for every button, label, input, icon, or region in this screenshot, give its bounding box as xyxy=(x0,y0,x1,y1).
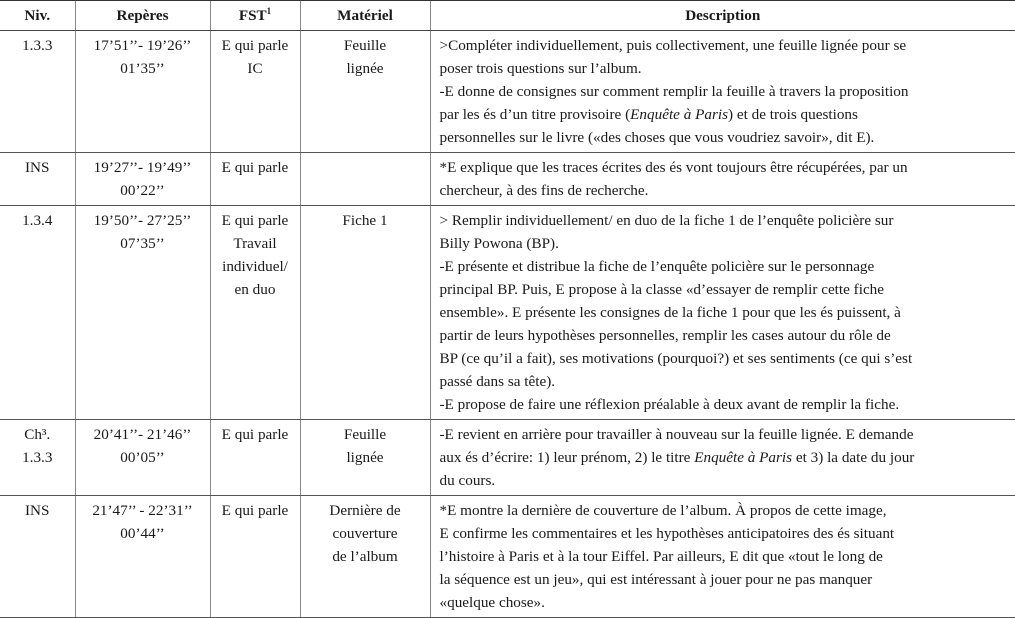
cell-description xyxy=(430,31,1015,153)
cell-reperes-line: 07’35’’ xyxy=(120,235,165,252)
cell-materiel xyxy=(300,420,430,496)
cell-materiel-line: de l’album xyxy=(332,548,398,565)
cell-description-line: *E montre la dernière de couverture de l’album. À propos de cette image, xyxy=(439,502,887,519)
cell-reperes-line: 01’35’’ xyxy=(120,60,165,77)
cell-description-line: Billy Powona (BP). xyxy=(439,235,559,252)
cell-description-line: E confirme les commentaires et les hypothèses anticipatoires des és situant xyxy=(439,525,895,542)
cell-description-line: chercheur, à des fins de recherche. xyxy=(439,182,649,199)
cell-niv-line: INS xyxy=(25,502,50,519)
table-row xyxy=(0,31,1015,153)
cell-description xyxy=(430,420,1015,496)
cell-niv xyxy=(0,31,75,153)
header-materiel: Matériel xyxy=(300,1,430,31)
cell-fst-line: Travail xyxy=(233,235,277,252)
cell-materiel-line: lignée xyxy=(346,449,384,466)
italic-title: Enquête à Paris xyxy=(694,449,793,466)
cell-description xyxy=(430,153,1015,206)
cell-description-line xyxy=(440,446,1008,469)
cell-fst xyxy=(210,496,300,618)
header-row xyxy=(0,1,1015,31)
cell-description-line: -E présente et distribue la fiche de l’enquête policière sur le personnage xyxy=(439,258,875,275)
text-part: et 3) la date du jour xyxy=(792,449,915,466)
cell-reperes-line: 17’51’’- 19’26’’ xyxy=(93,37,192,54)
header-description: Description xyxy=(430,1,1015,31)
cell-niv xyxy=(0,153,75,206)
cell-description-line: -E propose de faire une réflexion préalable à deux avant de remplir la fiche. xyxy=(439,396,900,413)
text-part: ) et de trois questions xyxy=(728,106,858,123)
header-fst-label: FST xyxy=(238,7,267,24)
cell-description-line: -E revient en arrière pour travailler à nouveau sur la feuille lignée. E demande xyxy=(439,426,914,443)
cell-description xyxy=(430,206,1015,420)
cell-materiel-line: Feuille xyxy=(343,426,387,443)
cell-reperes xyxy=(75,496,210,618)
cell-description-line: >Compléter individuellement, puis collectivement, une feuille lignée pour se xyxy=(439,37,907,54)
cell-fst xyxy=(210,153,300,206)
cell-niv-line: 1.3.3 xyxy=(22,37,53,54)
cell-materiel-line: Fiche 1 xyxy=(342,212,388,229)
cell-description-line: BP (ce qu’il a fait), ses motivations (pourquoi?) et ses sentiments (ce qui s’est xyxy=(439,350,913,367)
text-part: aux és d’écrire: 1) leur prénom, 2) le titre xyxy=(439,449,695,466)
cell-reperes xyxy=(75,153,210,206)
italic-title: Enquête à Paris xyxy=(630,106,728,123)
cell-reperes-line: 00’05’’ xyxy=(120,449,165,466)
cell-fst-line: E qui parle xyxy=(221,502,289,519)
cell-materiel-line: lignée xyxy=(346,60,384,77)
cell-description-line: du cours. xyxy=(439,472,496,489)
cell-description-line: poser trois questions sur l’album. xyxy=(439,60,642,77)
cell-reperes-line: 21’47’’ - 22’31’’ xyxy=(92,502,193,519)
cell-reperes xyxy=(75,206,210,420)
table-row xyxy=(0,496,1015,618)
header-niv: Niv. xyxy=(0,1,75,31)
cell-description-line: «quelque chose». xyxy=(439,594,545,611)
cell-fst-line: IC xyxy=(247,60,263,77)
cell-fst-line: E qui parle xyxy=(221,426,289,443)
cell-fst xyxy=(210,420,300,496)
cell-materiel xyxy=(300,31,430,153)
header-fst-footnote: 1 xyxy=(266,6,272,16)
cell-description xyxy=(430,496,1015,618)
cell-reperes xyxy=(75,420,210,496)
cell-reperes-line: 00’44’’ xyxy=(120,525,165,542)
cell-description-line: *E explique que les traces écrites des és vont toujours être récupérées, par un xyxy=(439,159,908,176)
cell-reperes-line: 19’50’’- 27’25’’ xyxy=(93,212,192,229)
table-row xyxy=(0,153,1015,206)
cell-niv xyxy=(0,496,75,618)
cell-niv xyxy=(0,206,75,420)
cell-description-line: l’histoire à Paris et à la tour Eiffel. Par ailleurs, E dit que «tout le long de xyxy=(439,548,883,565)
table-row xyxy=(0,206,1015,420)
cell-fst-line: E qui parle xyxy=(221,212,289,229)
cell-description-line: > Remplir individuellement/ en duo de la fiche 1 de l’enquête policière sur xyxy=(439,212,894,229)
cell-description-line: la séquence est un jeu», qui est intéressant à jouer pour ne pas manquer xyxy=(439,571,873,588)
header-reperes: Repères xyxy=(75,1,210,31)
cell-reperes-line: 20’41’’- 21’46’’ xyxy=(93,426,192,443)
cell-fst-line: individuel/ xyxy=(222,258,288,275)
table-header xyxy=(0,1,1015,31)
text-part: par les és d’un titre provisoire ( xyxy=(439,106,631,123)
cell-materiel xyxy=(300,206,430,420)
table-body xyxy=(0,31,1015,618)
cell-niv-line: 1.3.3 xyxy=(22,449,53,466)
table-row xyxy=(0,420,1015,496)
cell-materiel-line: Feuille xyxy=(343,37,387,54)
cell-materiel-line: couverture xyxy=(332,525,398,542)
cell-niv xyxy=(0,420,75,496)
header-fst xyxy=(210,1,300,31)
cell-niv-line: 1.3.4 xyxy=(22,212,53,229)
cell-description-line: personnelles sur le livre («des choses que vous voudriez savoir», dit E). xyxy=(439,129,875,146)
cell-fst-line: en duo xyxy=(234,281,276,298)
cell-fst xyxy=(210,206,300,420)
cell-fst xyxy=(210,31,300,153)
cell-description-line: passé dans sa tête). xyxy=(439,373,556,390)
cell-materiel xyxy=(300,153,430,206)
cell-niv-line: INS xyxy=(25,159,50,176)
cell-materiel xyxy=(300,496,430,618)
cell-fst-line: E qui parle xyxy=(221,37,289,54)
cell-reperes-line: 19’27’’- 19’49’’ xyxy=(93,159,192,176)
cell-reperes xyxy=(75,31,210,153)
cell-description-line xyxy=(440,103,1008,126)
cell-description-line: partir de leurs hypothèses personnelles, remplir les cases autour du rôle de xyxy=(439,327,891,344)
cell-description-line: -E donne de consignes sur comment remplir la feuille à travers la proposition xyxy=(439,83,909,100)
cell-materiel-line: Dernière de xyxy=(329,502,401,519)
cell-fst-line: E qui parle xyxy=(221,159,289,176)
cell-niv-line: Ch³. xyxy=(24,426,51,443)
cell-description-line: principal BP. Puis, E propose à la classe «d’essayer de remplir cette fiche xyxy=(439,281,885,298)
cell-description-line: ensemble». E présente les consignes de la fiche 1 pour que les és puissent, à xyxy=(439,304,901,321)
cell-reperes-line: 00’22’’ xyxy=(120,182,165,199)
